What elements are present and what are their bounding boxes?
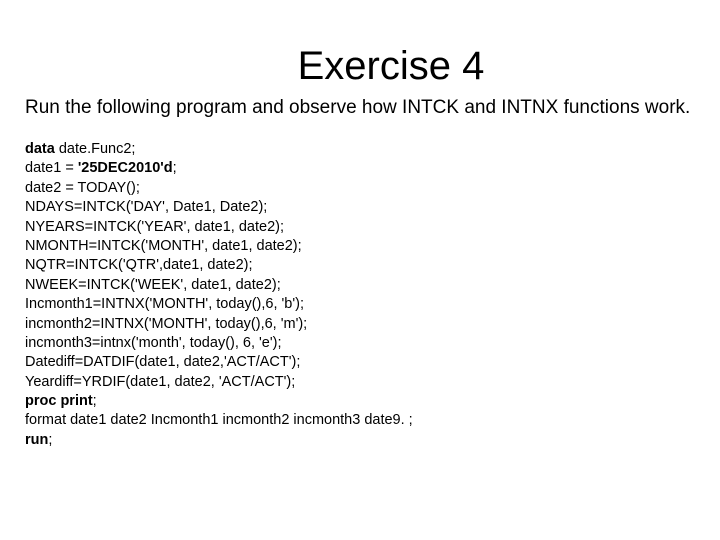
code-line: NWEEK=INTCK('WEEK', date1, date2); bbox=[25, 276, 281, 293]
code-line: NDAYS=INTCK('DAY', Date1, Date2); bbox=[25, 199, 268, 216]
code-line bbox=[25, 431, 413, 450]
code-line bbox=[25, 159, 413, 178]
slide-title: Exercise 4 bbox=[297, 44, 485, 88]
code-line: NMONTH=INTCK('MONTH', date1, date2); bbox=[25, 237, 302, 254]
code-line: incmonth3=intnx('month', today(), 6, 'e'); bbox=[25, 334, 282, 351]
code-line: Datediff=DATDIF(date1, date2,'ACT/ACT'); bbox=[25, 354, 301, 371]
code-text: date.Func2; bbox=[54, 141, 136, 157]
code-line: Yeardiff=YRDIF(date1, date2, 'ACT/ACT'); bbox=[25, 373, 296, 390]
code-line: format date1 date2 Incmonth1 incmonth2 incmonth3 date9. ; bbox=[25, 412, 413, 429]
code-line: incmonth2=INTNX('MONTH', today(),6, 'm'); bbox=[25, 315, 308, 332]
code-date-literal: '25DEC2010'd bbox=[77, 160, 173, 177]
code-keyword: data bbox=[25, 141, 55, 157]
code-keyword: proc print bbox=[25, 393, 93, 410]
code-line: Incmonth1=INTNX('MONTH', today(),6, 'b'); bbox=[25, 296, 304, 313]
code-text: ; bbox=[48, 431, 53, 448]
code-line: NQTR=INTCK('QTR',date1, date2); bbox=[25, 257, 253, 274]
code-block bbox=[25, 140, 413, 450]
code-text: ; bbox=[92, 393, 97, 410]
code-line bbox=[25, 140, 413, 159]
code-line bbox=[25, 392, 413, 411]
code-line: date2 = TODAY(); bbox=[25, 179, 140, 196]
instruction-text: Run the following program and observe how INTCK and INTNX functions work. bbox=[25, 97, 691, 118]
code-line: NYEARS=INTCK('YEAR', date1, date2); bbox=[25, 218, 284, 235]
code-keyword: run bbox=[25, 431, 49, 448]
code-text: date1 = bbox=[25, 160, 78, 177]
code-text: ; bbox=[172, 160, 177, 177]
